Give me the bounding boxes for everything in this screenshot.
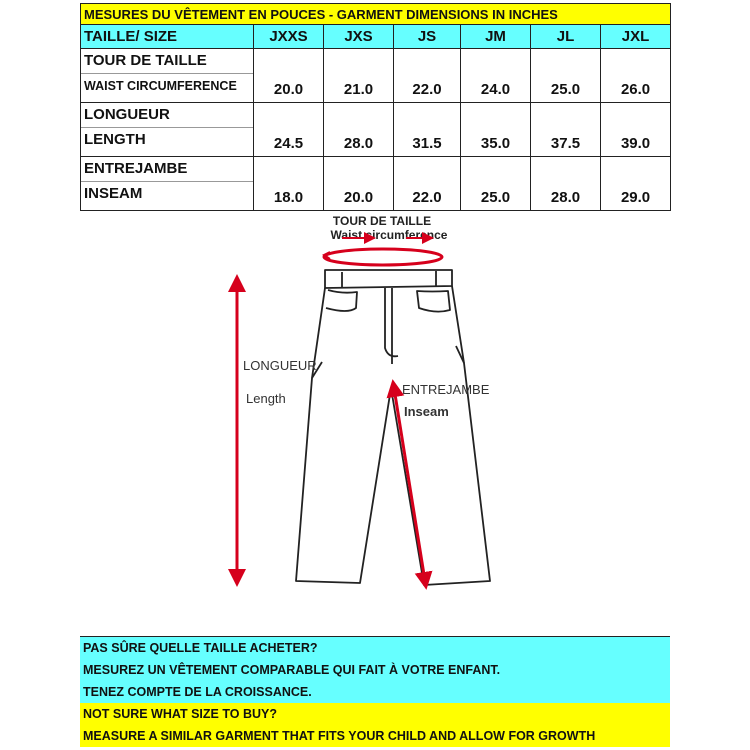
row-label-inseam [81,157,254,211]
table-row-inseam [81,157,671,211]
table-cell: 21.0 [324,49,394,103]
table-cell: 29.0 [601,157,671,211]
table-cell: 28.0 [324,103,394,157]
row-label-en: WAIST CIRCUMFERENCE [84,79,237,93]
row-label-fr: LONGUEUR [81,103,253,128]
table-cell: 35.0 [461,103,531,157]
table-row-waist [81,49,671,103]
table-cell: 24.0 [461,49,531,103]
waist-arrow-icon [324,238,442,265]
waist-label-fr: TOUR DE TAILLE [332,214,432,228]
table-cell: 20.0 [254,49,324,103]
table-cell: 31.5 [394,103,461,157]
row-label-en: INSEAM [84,185,143,202]
pants-icon [296,270,490,585]
size-header-jxl: JXL [601,25,671,49]
row-label-waist [81,49,254,103]
size-header-jxs: JXS [324,25,394,49]
row-label-length [81,103,254,157]
table-cell: 25.0 [531,49,601,103]
size-table [80,3,671,211]
table-cell: 22.0 [394,157,461,211]
table-cell: 22.0 [394,49,461,103]
size-header-jl: JL [531,25,601,49]
table-row-length [81,103,671,157]
size-header-jm: JM [461,25,531,49]
pants-measurement-diagram [80,208,670,636]
note-fr-line-2: MESUREZ UN VÊTEMENT COMPARABLE QUI FAIT À VOTRE ENFANT. [80,659,670,681]
table-cell: 26.0 [601,49,671,103]
size-chart-sheet [80,3,670,743]
sizing-notes [80,636,670,747]
size-header-row [81,25,671,49]
table-cell: 20.0 [324,157,394,211]
size-header-js: JS [394,25,461,49]
length-label-fr: LONGUEUR [243,358,317,373]
table-cell: 24.5 [254,103,324,157]
table-cell: 18.0 [254,157,324,211]
note-fr-line-3: TENEZ COMPTE DE LA CROISSANCE. [80,681,670,703]
row-label-fr: ENTREJAMBE [81,157,253,182]
note-en-line-1: NOT SURE WHAT SIZE TO BUY? [80,703,670,725]
table-cell: 39.0 [601,103,671,157]
length-label-en: Length [246,391,286,406]
table-cell: 28.0 [531,157,601,211]
row-label-en: LENGTH [84,131,146,148]
size-header-jxxs: JXXS [254,25,324,49]
table-title: MESURES DU VÊTEMENT EN POUCES - GARMENT DIMENSIONS IN INCHES [81,4,671,25]
waist-label-en: Waist circumference [330,228,448,242]
inseam-label-fr: ENTREJAMBE [402,382,490,397]
note-en-line-2: MEASURE A SIMILAR GARMENT THAT FITS YOUR CHILD AND ALLOW FOR GROWTH [80,725,670,747]
note-fr-line-1: PAS SÛRE QUELLE TAILLE ACHETER? [80,637,670,659]
table-cell: 25.0 [461,157,531,211]
table-cell: 37.5 [531,103,601,157]
row-label-fr: TOUR DE TAILLE [81,49,253,74]
size-header-label: TAILLE/ SIZE [81,25,254,49]
inseam-label-en: Inseam [404,404,449,419]
